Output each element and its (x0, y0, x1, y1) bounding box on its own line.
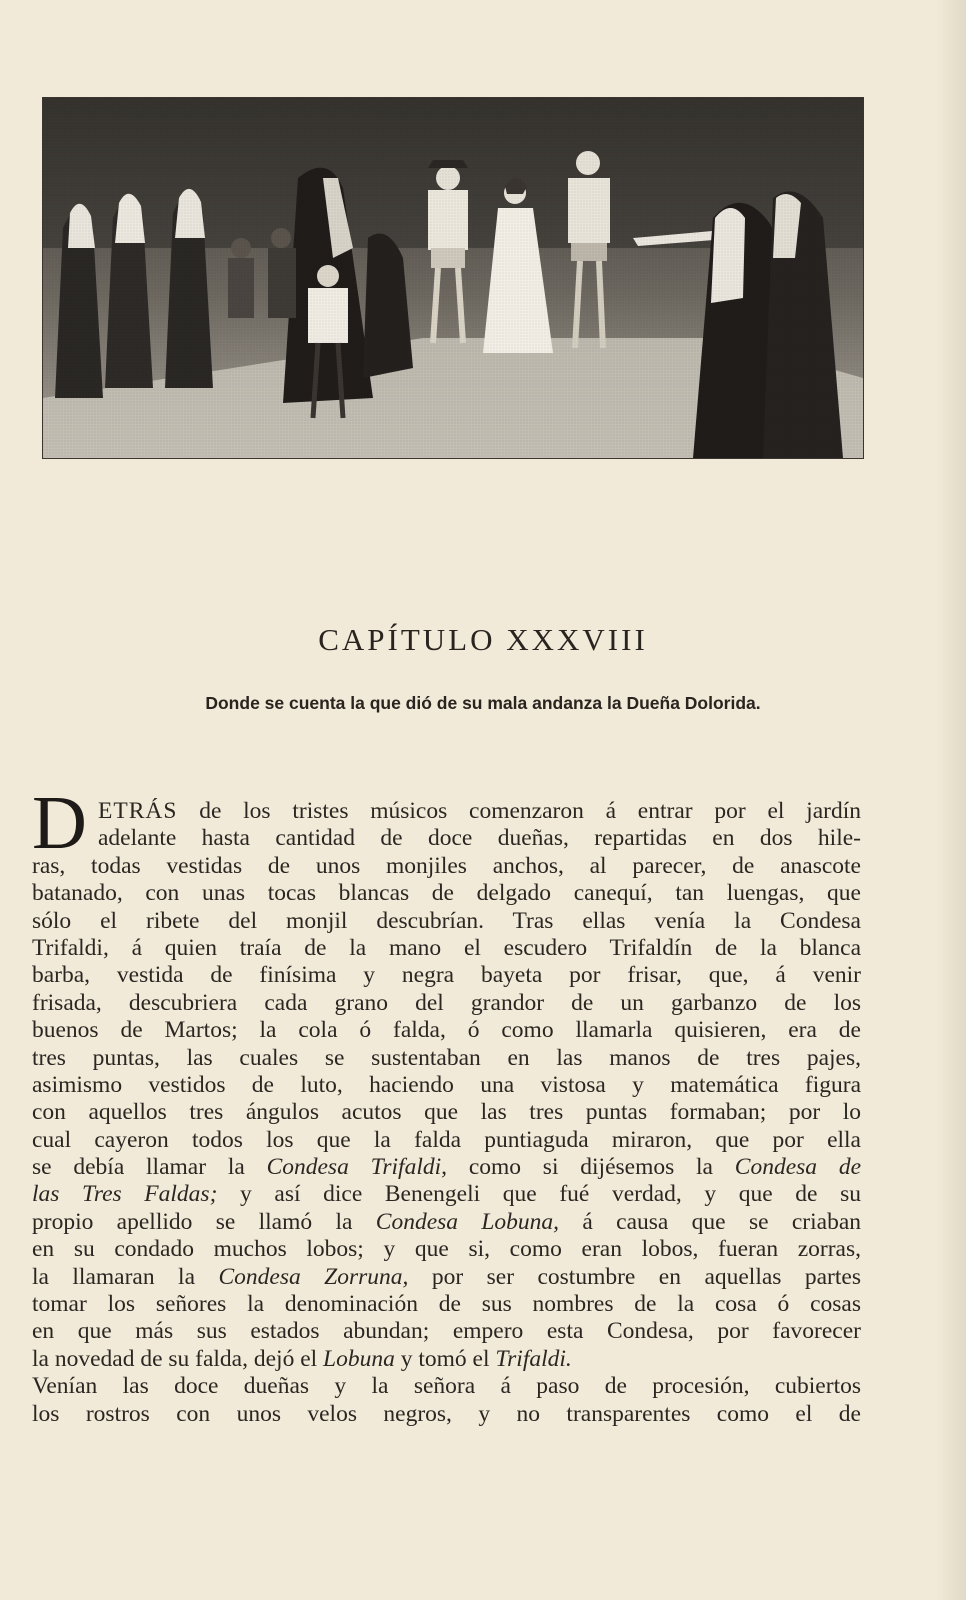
text-line (32, 1181, 861, 1208)
text-line (32, 880, 861, 907)
text-run: como si dijésemos la (447, 1154, 735, 1181)
italic-text: Condesa de (734, 1154, 861, 1181)
text-line (32, 1017, 861, 1044)
text-run: con aquellos tres ángulos acutos que las tres puntas formaban; por lo (32, 1099, 861, 1126)
text-line (32, 825, 861, 852)
page-edge-shadow (936, 0, 966, 1600)
text-run: la llamaran la (32, 1263, 219, 1290)
text-line (32, 1373, 861, 1400)
text-run: adelante hasta cantidad de doce dueñas, repartidas en dos hile- (98, 825, 861, 852)
italic-text: Lobuna (323, 1345, 395, 1372)
drop-cap-initial: D (32, 781, 87, 865)
text-line (32, 990, 861, 1017)
text-line (32, 1291, 861, 1318)
chapter-title: CAPÍTULO XXXVIII (318, 622, 648, 657)
chapter-subtitle: Donde se cuenta la que dió de su mala andanza la Dueña Dolorida. (205, 693, 761, 713)
text-run: Trifaldi, á quien traía de la mano el escudero Trifaldín de la blanca (32, 934, 861, 961)
text-line (32, 1209, 861, 1236)
text-run: en que más sus estados abundan; empero esta Condesa, por favorecer (32, 1318, 861, 1345)
text-line (32, 962, 861, 989)
text-run: en su condado muchos lobos; y que si, como eran lobos, fueran zorras, (32, 1236, 861, 1263)
text-line (32, 935, 861, 962)
text-line (32, 1401, 861, 1428)
text-run: asimismo vestidos de luto, haciendo una vistosa y matemática figura (32, 1071, 861, 1098)
small-caps-text: ETRÁS (98, 798, 178, 824)
italic-text: Trifaldi. (495, 1345, 572, 1372)
text-run: á causa que se criaban (559, 1208, 861, 1235)
text-run: tres puntas, las cuales se sustentaban en las manos de tres pajes, (32, 1044, 861, 1071)
text-line (32, 1072, 861, 1099)
text-run: cual cayeron todos los que la falda puntiaguda miraron, que por ella (32, 1126, 861, 1153)
text-line (32, 798, 861, 825)
engraving-scene (43, 98, 863, 458)
text-run: frisada, descubriera cada grano del grandor de un garbanzo de los (32, 989, 861, 1016)
italic-text: las Tres Faldas; (32, 1181, 218, 1208)
text-run: tomar los señores la denominación de sus nombres de la cosa ó cosas (32, 1291, 861, 1318)
chapter-body-text (32, 798, 861, 1428)
text-run: y tomó el (394, 1345, 496, 1372)
text-run: buenos de Martos; la cola ó falda, ó como llamarla quisieren, era de (32, 1017, 861, 1044)
text-run: ras, todas vestidas de unos monjiles anchos, al parecer, de anascote (32, 852, 861, 879)
text-run: los rostros con unos velos negros, y no transparentes como el de (32, 1400, 861, 1427)
text-line (32, 908, 861, 935)
chapter-illustration (42, 97, 864, 459)
text-run: se debía llamar la (32, 1154, 267, 1181)
text-run: la novedad de su falda, dejó el (32, 1345, 324, 1372)
text-run: de los tristes músicos comenzaron á entrar por el jardín (177, 798, 861, 824)
text-line (32, 1099, 861, 1126)
text-line (32, 1045, 861, 1072)
text-run: por ser costumbre en aquellas partes (408, 1263, 861, 1290)
italic-text: Condesa Zorruna, (218, 1263, 409, 1290)
italic-text: Condesa Lobuna, (375, 1208, 560, 1235)
text-line (32, 1346, 861, 1373)
text-line (32, 853, 861, 880)
text-line (32, 1236, 861, 1263)
italic-text: Condesa Trifaldi, (266, 1154, 448, 1181)
text-line (32, 1264, 861, 1291)
text-line (32, 1318, 861, 1345)
text-run: barba, vestida de finísima y negra bayeta por frisar, que, á venir (32, 962, 861, 989)
text-run: y así dice Benengeli que fué verdad, y que de su (217, 1181, 862, 1208)
text-run: batanado, con unas tocas blancas de delgado canequí, tan luengas, que (32, 880, 861, 907)
text-line (32, 1127, 861, 1154)
text-run: sólo el ribete del monjil descubrían. Tras ellas venía la Condesa (32, 907, 861, 934)
text-run: Venían las doce dueñas y la señora á paso de procesión, cubiertos (32, 1373, 861, 1400)
text-run: propio apellido se llamó la (32, 1208, 376, 1235)
text-line (32, 1154, 861, 1181)
